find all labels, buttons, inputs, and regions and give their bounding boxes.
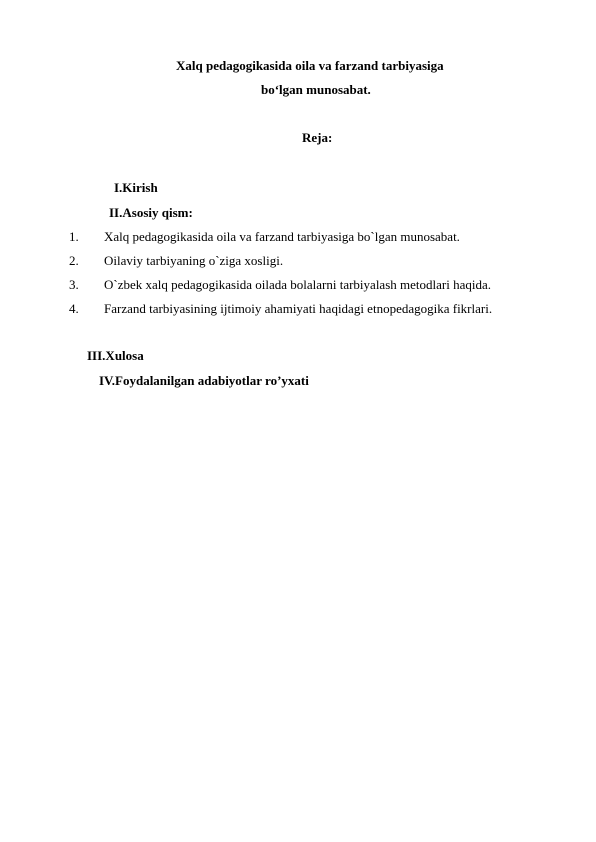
list-item-text: Farzand tarbiyasining ijtimoiy ahamiyati haqidagi etnopedagogika fikrlari. [104, 301, 493, 316]
list-item-text: Oilaviy tarbiyaning o`ziga xosligi. [104, 253, 284, 268]
list-item-text: O`zbek xalq pedagogikasida oilada bolalarni tarbiyalash metodlari haqida. [104, 277, 491, 292]
list-item-number: 1. [69, 229, 79, 244]
document-title-line-1: Xalq pedagogikasida oila va farzand tarbiyasiga [176, 58, 444, 73]
section-references: IV.Foydalanilgan adabiyotlar ro’yxati [99, 373, 309, 388]
plan-heading: Reja: [302, 130, 333, 145]
list-item-number: 4. [69, 301, 79, 316]
section-main: II.Asosiy qism: [109, 205, 193, 220]
document-title-line-2: bo‘lgan munosabat. [261, 82, 371, 97]
section-conclusion: III.Xulosa [87, 348, 144, 363]
section-intro: I.Kirish [114, 180, 158, 195]
list-item-number: 2. [69, 253, 79, 268]
list-item-number: 3. [69, 277, 79, 292]
list-item-text: Xalq pedagogikasida oila va farzand tarbiyasiga bo`lgan munosabat. [104, 229, 460, 244]
